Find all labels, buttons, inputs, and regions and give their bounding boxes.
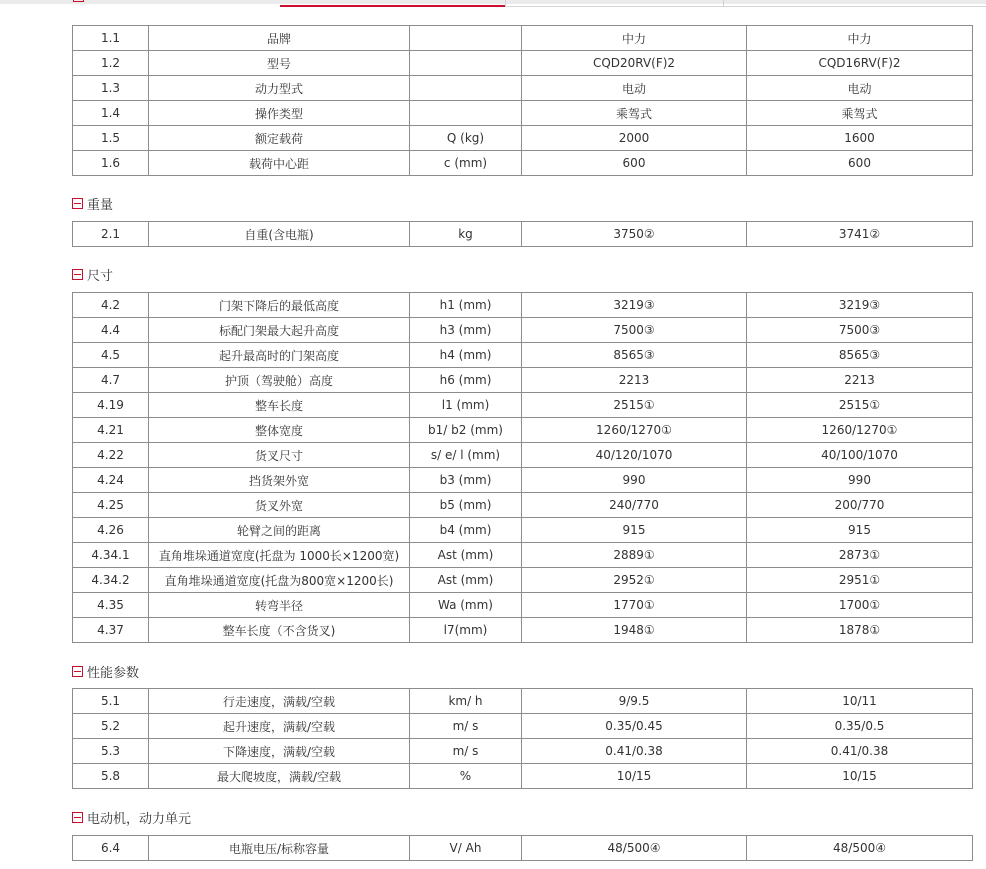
- cell-value-model-2: 8565③: [747, 343, 973, 368]
- cell-item-number: 4.19: [73, 393, 149, 418]
- top-divider: [506, 6, 986, 7]
- cell-value-model-2: 0.35/0.5: [747, 714, 973, 739]
- cell-value-model-1: 3750②: [522, 222, 747, 247]
- table-row: [73, 618, 973, 643]
- cell-value-model-2: 1260/1270①: [747, 418, 973, 443]
- cell-value-model-2: 3219③: [747, 293, 973, 318]
- cell-value-model-2: 200/770: [747, 493, 973, 518]
- table-row: [73, 568, 973, 593]
- cell-item-number: 4.25: [73, 493, 149, 518]
- cell-parameter-name: 门架下降后的最低高度: [149, 293, 410, 318]
- cell-unit: [410, 26, 522, 51]
- cell-item-number: 1.5: [73, 126, 149, 151]
- cell-value-model-1: 915: [522, 518, 747, 543]
- cell-item-number: 5.1: [73, 689, 149, 714]
- cell-unit: b5 (mm): [410, 493, 522, 518]
- table-row: [73, 836, 973, 861]
- section-header-dimensions[interactable]: [72, 266, 113, 282]
- cell-parameter-name: 整车长度: [149, 393, 410, 418]
- cell-parameter-name: 最大爬坡度，满载/空载: [149, 764, 410, 789]
- section-header-weight[interactable]: [72, 195, 113, 211]
- cell-unit: l1 (mm): [410, 393, 522, 418]
- cell-value-model-2: 600: [747, 151, 973, 176]
- cell-parameter-name: 下降速度，满载/空载: [149, 739, 410, 764]
- active-tab-indicator: [280, 5, 506, 7]
- cell-item-number: 5.3: [73, 739, 149, 764]
- cell-value-model-2: 10/11: [747, 689, 973, 714]
- cell-item-number: 4.34.2: [73, 568, 149, 593]
- cell-item-number: 1.1: [73, 26, 149, 51]
- cell-value-model-2: 7500③: [747, 318, 973, 343]
- cell-item-number: 4.24: [73, 468, 149, 493]
- section-title-text: 重量: [87, 197, 114, 213]
- table-row: [73, 418, 973, 443]
- table-row: [73, 493, 973, 518]
- cell-item-number: 2.1: [73, 222, 149, 247]
- cell-value-model-1: 600: [522, 151, 747, 176]
- top-separator: [505, 0, 506, 7]
- cell-value-model-1: 9/9.5: [522, 689, 747, 714]
- cell-unit: Q (kg): [410, 126, 522, 151]
- cell-unit: Wa (mm): [410, 593, 522, 618]
- cell-unit: Ast (mm): [410, 543, 522, 568]
- cell-parameter-name: 自重(含电瓶): [149, 222, 410, 247]
- cell-value-model-1: 2000: [522, 126, 747, 151]
- cell-item-number: 1.2: [73, 51, 149, 76]
- cell-value-model-1: 1260/1270①: [522, 418, 747, 443]
- cell-value-model-2: 2951①: [747, 568, 973, 593]
- cell-value-model-1: 240/770: [522, 493, 747, 518]
- cell-value-model-1: 3219③: [522, 293, 747, 318]
- cell-value-model-1: 电动: [522, 76, 747, 101]
- cell-item-number: 4.26: [73, 518, 149, 543]
- cell-value-model-1: 0.41/0.38: [522, 739, 747, 764]
- cell-unit: h4 (mm): [410, 343, 522, 368]
- cell-unit: Ast (mm): [410, 568, 522, 593]
- cell-unit: kg: [410, 222, 522, 247]
- cell-parameter-name: 起升最高时的门架高度: [149, 343, 410, 368]
- cell-value-model-2: CQD16RV(F)2: [747, 51, 973, 76]
- cell-value-model-1: 2952①: [522, 568, 747, 593]
- table-row: [73, 689, 973, 714]
- table-row: [73, 318, 973, 343]
- cell-unit: km/ h: [410, 689, 522, 714]
- cell-value-model-1: 乘驾式: [522, 101, 747, 126]
- cell-value-model-2: 40/100/1070: [747, 443, 973, 468]
- table-row: [73, 51, 973, 76]
- table-row: [73, 443, 973, 468]
- cell-value-model-2: 915: [747, 518, 973, 543]
- cell-value-model-2: 0.41/0.38: [747, 739, 973, 764]
- cell-item-number: 4.4: [73, 318, 149, 343]
- section-title-text: 尺寸: [87, 268, 114, 284]
- cell-unit: l7(mm): [410, 618, 522, 643]
- cell-value-model-2: 电动: [747, 76, 973, 101]
- table-row: [73, 368, 973, 393]
- table-row: [73, 151, 973, 176]
- cell-value-model-1: 2515①: [522, 393, 747, 418]
- cell-item-number: 4.34.1: [73, 543, 149, 568]
- cell-unit: [410, 76, 522, 101]
- section-header-performance[interactable]: [72, 663, 139, 679]
- cell-value-model-1: 48/500④: [522, 836, 747, 861]
- section-title-text: 电动机，动力单元: [87, 811, 192, 827]
- cell-value-model-2: 3741②: [747, 222, 973, 247]
- cell-parameter-name: 动力型式: [149, 76, 410, 101]
- cell-value-model-1: 7500③: [522, 318, 747, 343]
- table-row: [73, 222, 973, 247]
- cell-item-number: 5.2: [73, 714, 149, 739]
- spec-table-performance: [72, 688, 973, 789]
- cell-value-model-2: 1600: [747, 126, 973, 151]
- table-row: [73, 739, 973, 764]
- table-row: [73, 293, 973, 318]
- table-row: [73, 714, 973, 739]
- cell-parameter-name: 型号: [149, 51, 410, 76]
- cell-item-number: 4.37: [73, 618, 149, 643]
- cell-item-number: 4.35: [73, 593, 149, 618]
- collapse-icon[interactable]: [72, 666, 83, 677]
- cell-item-number: 4.21: [73, 418, 149, 443]
- spec-table-motor: [72, 835, 973, 861]
- cell-parameter-name: 行走速度，满载/空载: [149, 689, 410, 714]
- cell-unit: h1 (mm): [410, 293, 522, 318]
- cell-value-model-2: 10/15: [747, 764, 973, 789]
- cell-parameter-name: 品牌: [149, 26, 410, 51]
- cell-item-number: 4.7: [73, 368, 149, 393]
- cell-parameter-name: 护顶（驾驶舱）高度: [149, 368, 410, 393]
- cell-item-number: 4.22: [73, 443, 149, 468]
- section-title-text: 性能参数: [87, 665, 140, 681]
- cell-item-number: 6.4: [73, 836, 149, 861]
- spec-table-weight: [72, 221, 973, 247]
- cell-value-model-2: 中力: [747, 26, 973, 51]
- cell-value-model-1: 40/120/1070: [522, 443, 747, 468]
- top-strip: [0, 0, 986, 9]
- cell-unit: m/ s: [410, 714, 522, 739]
- cell-unit: b4 (mm): [410, 518, 522, 543]
- cell-value-model-1: 中力: [522, 26, 747, 51]
- top-separator: [723, 0, 724, 7]
- table-row: [73, 26, 973, 51]
- cell-item-number: 1.4: [73, 101, 149, 126]
- cell-value-model-1: CQD20RV(F)2: [522, 51, 747, 76]
- cell-parameter-name: 轮臂之间的距离: [149, 518, 410, 543]
- cell-unit: b1/ b2 (mm): [410, 418, 522, 443]
- cell-unit: V/ Ah: [410, 836, 522, 861]
- cell-parameter-name: 直角堆垛通道宽度(托盘为 1000长×1200宽): [149, 543, 410, 568]
- cell-unit: %: [410, 764, 522, 789]
- cell-parameter-name: 操作类型: [149, 101, 410, 126]
- table-row: [73, 126, 973, 151]
- cell-value-model-2: 乘驾式: [747, 101, 973, 126]
- table-row: [73, 343, 973, 368]
- table-row: [73, 593, 973, 618]
- cell-parameter-name: 整体宽度: [149, 418, 410, 443]
- table-row: [73, 468, 973, 493]
- cell-item-number: 1.3: [73, 76, 149, 101]
- cell-parameter-name: 挡货架外宽: [149, 468, 410, 493]
- cell-value-model-2: 48/500④: [747, 836, 973, 861]
- collapse-icon[interactable]: [72, 198, 83, 209]
- spec-table-dimensions: [72, 292, 973, 643]
- table-row: [73, 764, 973, 789]
- cell-parameter-name: 标配门架最大起升高度: [149, 318, 410, 343]
- section-header-cut: [73, 0, 91, 2]
- cell-item-number: 4.2: [73, 293, 149, 318]
- table-row: [73, 518, 973, 543]
- cell-value-model-2: 2213: [747, 368, 973, 393]
- cell-item-number: 5.8: [73, 764, 149, 789]
- cell-value-model-1: 990: [522, 468, 747, 493]
- cell-value-model-1: 2213: [522, 368, 747, 393]
- cell-value-model-1: 0.35/0.45: [522, 714, 747, 739]
- collapse-icon: [73, 0, 84, 2]
- table-row: [73, 393, 973, 418]
- cell-parameter-name: 货叉尺寸: [149, 443, 410, 468]
- collapse-icon[interactable]: [72, 812, 83, 823]
- cell-value-model-2: 990: [747, 468, 973, 493]
- cell-value-model-1: 2889①: [522, 543, 747, 568]
- top-shadow: [0, 0, 986, 4]
- section-header-motor[interactable]: [72, 809, 191, 825]
- cell-value-model-2: 1878①: [747, 618, 973, 643]
- cell-unit: s/ e/ l (mm): [410, 443, 522, 468]
- cell-unit: h3 (mm): [410, 318, 522, 343]
- cell-unit: m/ s: [410, 739, 522, 764]
- cell-value-model-1: 1770①: [522, 593, 747, 618]
- cell-item-number: 4.5: [73, 343, 149, 368]
- cell-value-model-2: 1700①: [747, 593, 973, 618]
- cell-unit: [410, 101, 522, 126]
- cell-value-model-1: 10/15: [522, 764, 747, 789]
- cell-unit: b3 (mm): [410, 468, 522, 493]
- table-row: [73, 76, 973, 101]
- cell-unit: h6 (mm): [410, 368, 522, 393]
- cell-parameter-name: 起升速度，满载/空载: [149, 714, 410, 739]
- cell-parameter-name: 货叉外宽: [149, 493, 410, 518]
- cell-unit: [410, 51, 522, 76]
- cell-parameter-name: 整车长度（不含货叉): [149, 618, 410, 643]
- cell-parameter-name: 直角堆垛通道宽度(托盘为800宽×1200长): [149, 568, 410, 593]
- spec-table-basic: [72, 25, 973, 176]
- cell-value-model-1: 1948①: [522, 618, 747, 643]
- cell-parameter-name: 电瓶电压/标称容量: [149, 836, 410, 861]
- collapse-icon[interactable]: [72, 269, 83, 280]
- table-row: [73, 543, 973, 568]
- table-row: [73, 101, 973, 126]
- cell-item-number: 1.6: [73, 151, 149, 176]
- cell-parameter-name: 载荷中心距: [149, 151, 410, 176]
- cell-unit: c (mm): [410, 151, 522, 176]
- cell-value-model-2: 2873①: [747, 543, 973, 568]
- cell-value-model-1: 8565③: [522, 343, 747, 368]
- cell-parameter-name: 额定载荷: [149, 126, 410, 151]
- cell-parameter-name: 转弯半径: [149, 593, 410, 618]
- cell-value-model-2: 2515①: [747, 393, 973, 418]
